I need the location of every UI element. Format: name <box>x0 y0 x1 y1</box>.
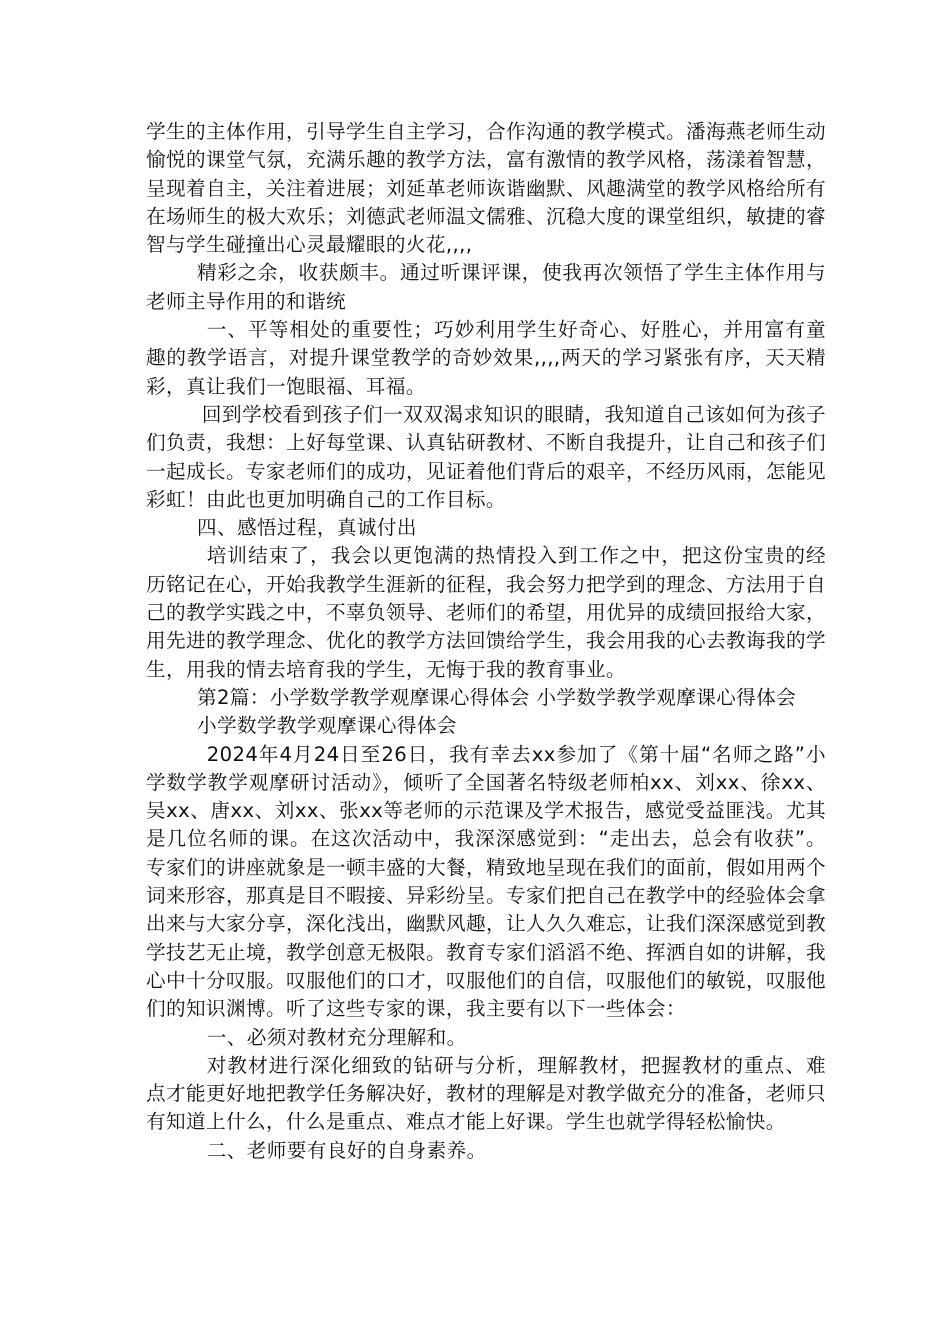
article-title-part-2: 第2篇：小学数学教学观摩课心得体会 小学数学教学观摩课心得体会 <box>196 685 797 709</box>
paragraph-return-to-school: 回到学校看到孩子们一双双渴求知识的眼睛，我知道自己该如何为孩子们负责，我想：上好每堂课、认真钻研教材、不断自我提升，让自己和孩子们一起成长。专家老师们的成功，见证着他们背后的艰辛，不经历风雨，怎能见彩虹！由此也更加明确自己的工作目标。 <box>146 402 826 511</box>
article-subtitle: 小学数学教学观摩课心得体会 <box>196 714 457 738</box>
paragraph-equality: 一、平等相处的重要性；巧妙利用学生好奇心、好胜心，并用富有童趣的教学语言，对提升课堂教学的奇妙效果,,,,两天的学习紧张有序，天天精彩，真让我们一饱眼福、耳福。 <box>146 318 826 398</box>
section-heading-two: 二、老师要有良好的自身素养。 <box>206 1138 487 1162</box>
paragraph-continuation: 学生的主体作用，引导学生自主学习，合作沟通的教学模式。潘海燕老师生动愉悦的课堂气氛，充满乐趣的教学方法，富有激情的教学风格，荡漾着智慧，呈现着自主，关注着进展；刘延革老师诙谐幽默、风趣满堂的教学风格给所有在场师生的极大欢乐；刘德武老师温文儒雅、沉稳大度的课堂组织，敏捷的睿智与学生碰撞出心灵最耀眼的火花,,,, <box>146 120 826 257</box>
document-body <box>146 118 826 1165</box>
paragraph-harvest: 精彩之余，收获颇丰。通过听课评课，使我再次领悟了学生主体作用与老师主导作用的和谐统 <box>146 261 826 313</box>
section-heading-four: 四、感悟过程，真诚付出 <box>196 516 417 540</box>
paragraph-event-summary: 2024年4月24日至26日，我有幸去xx参加了《第十届“名师之路”小学数学教学观摩研讨活动》，倾听了全国著名特级老师柏xx、刘xx、徐xx、吴xx、唐xx、刘xx、张xx等老师的示范课及学术报告，感觉受益匪浅。尤其是几位名师的课。在这次活动中，我深深感觉到：“走出去，总会有收获”。专家们的讲座就象是一顿丰盛的大餐，精致地呈现在我们的面前，假如用两个词来形容，那真是目不暇接、异彩纷呈。专家们把自己在教学中的经验体会拿出来与大家分享，深化浅出，幽默风趣，让人久久难忘，让我们深深感觉到教学技艺无止境，教学创意无极限。教育专家们滔滔不绝、挥洒自如的讲解，我心中十分叹服。叹服他们的口才，叹服他们的自信，叹服他们的敏锐，叹服他们的知识渊博。听了这些专家的课，我主要有以下一些体会： <box>146 742 826 1021</box>
section-heading-one: 一、必须对教材充分理解和。 <box>206 1025 467 1049</box>
paragraph-training-end: 培训结束了，我会以更饱满的热情投入到工作之中，把这份宝贵的经历铭记在心，开始我教学生涯新的征程，我会努力把学到的理念、方法用于自己的教学实践之中，不辜负领导、老师们的希望，用优异的成绩回报给大家，用先进的教学理念、优化的教学方法回馈给学生，我会用我的心去教诲我的学生，用我的情去培育我的学生，无悔于我的教育事业。 <box>146 544 826 681</box>
paragraph-textbook: 对教材进行深化细致的钻研与分析，理解教材，把握教材的重点、难点才能更好地把教学任务解决好，教材的理解是对教学做充分的准备，老师只有知道上什么，什么是重点、难点才能上好课。学生也就学得轻松愉快。 <box>146 1053 826 1134</box>
